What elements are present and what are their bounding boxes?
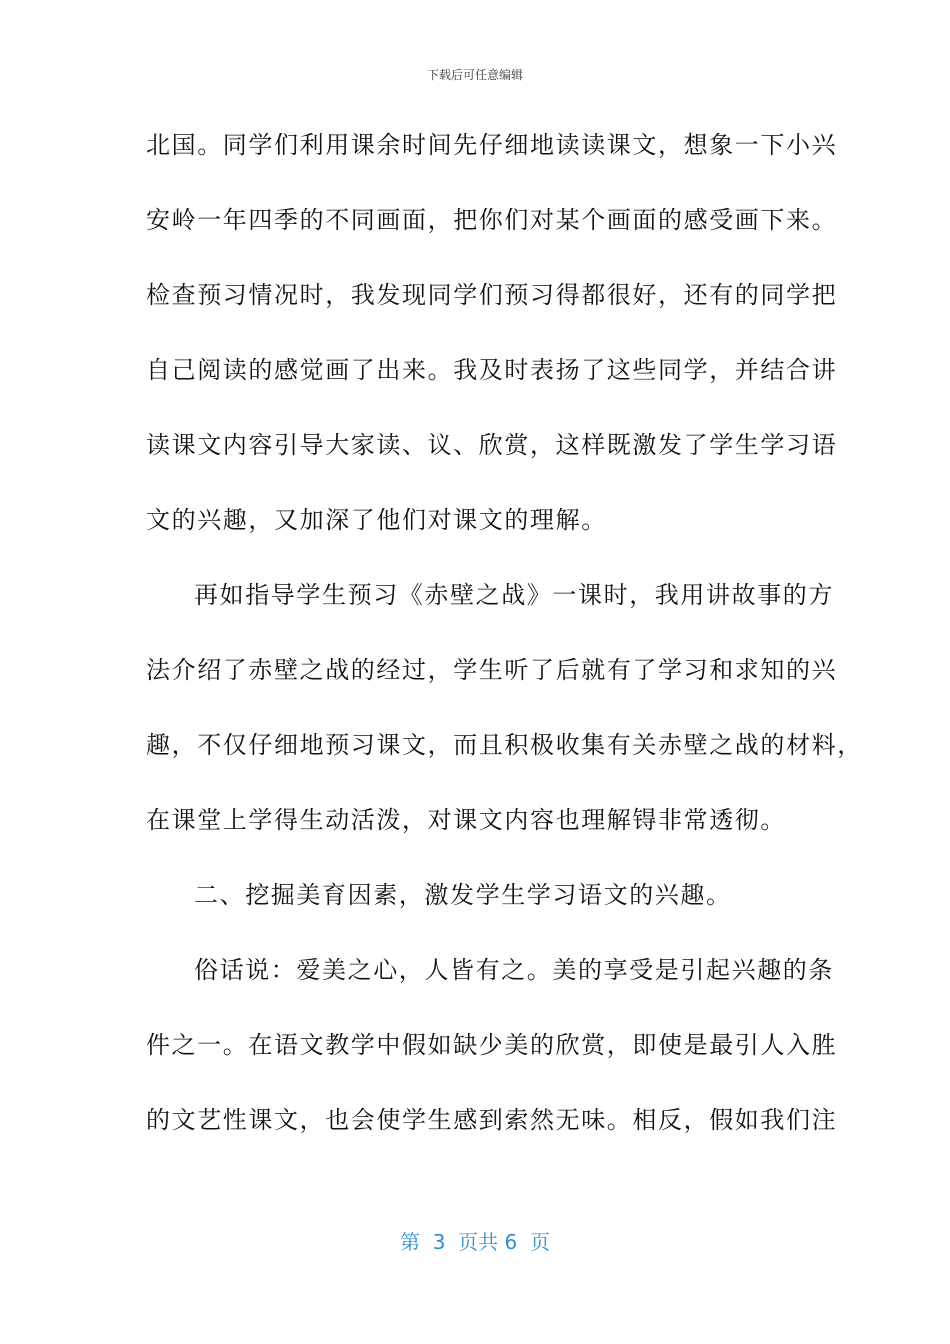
page-header: 下载后可任意编辑 [426, 68, 523, 82]
text-line: 件之一。在语文教学中假如缺少美的欣赏，即使是最引人入胜 [146, 1031, 838, 1059]
text-line: 自己阅读的感觉画了出来。我及时表扬了这些同学，并结合讲 [146, 356, 838, 384]
text-line: 读课文内容引导大家读、议、欣赏，这样既激发了学生学习语 [146, 431, 838, 459]
section-heading: 二、挖掘美育因素，激发学生学习语文的兴趣。 [194, 881, 732, 909]
paragraph-start-line: 俗话说：爱美之心，人皆有之。美的享受是引起兴趣的条 [194, 956, 834, 984]
paragraph-start-line: 再如指导学生预习《赤壁之战》一课时，我用讲故事的方 [194, 581, 834, 609]
text-line: 趣，不仅仔细地预习课文，而且积极收集有关赤壁之战的材料， [146, 731, 863, 759]
text-line: 法介绍了赤壁之战的经过，学生听了后就有了学习和求知的兴 [146, 656, 838, 684]
text-line: 的文艺性课文，也会使学生感到索然无味。相反，假如我们注 [146, 1106, 838, 1134]
text-line: 安岭一年四季的不同画面，把你们对某个画面的感受画下来。 [146, 206, 838, 234]
text-line: 在课堂上学得生动活泼，对课文内容也理解锝非常透彻。 [146, 806, 786, 834]
page-number-footer: 第 3 页共 6 页 [400, 1230, 550, 1254]
text-line: 北国。同学们利用课余时间先仔细地读读课文，想象一下小兴 [146, 131, 838, 159]
text-line: 检查预习情况时，我发现同学们预习得都很好，还有的同学把 [146, 281, 838, 309]
text-line: 文的兴趣，又加深了他们对课文的理解。 [146, 506, 607, 534]
